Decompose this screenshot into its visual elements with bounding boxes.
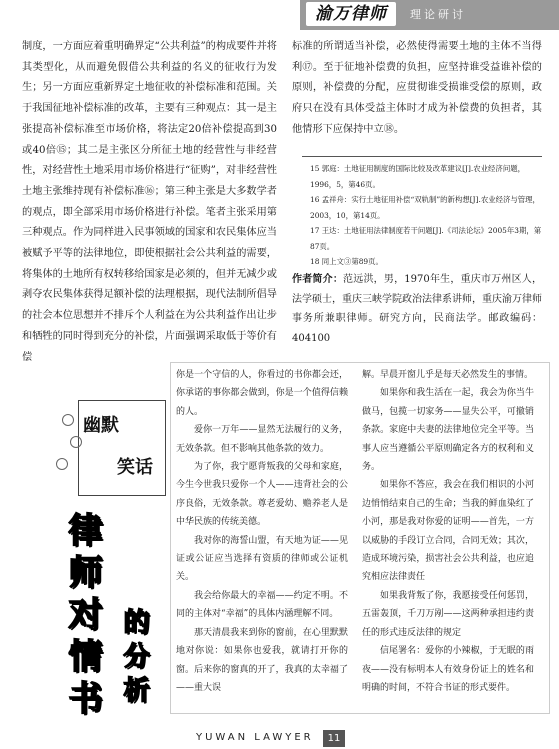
footer-magazine-name: YUWAN LAWYER <box>196 732 314 743</box>
insert-paragraph: 如果你和我生活在一起，我会为你当牛做马，包揽一切家务——显失公平，可撤销条款。家庭中夫妻的法律地位完全平等。当事人应当遵循公平原则确定各方的权利和义务。 <box>362 388 534 473</box>
section-title: 理论研讨 <box>410 8 466 21</box>
footnote-item: 15 郭庭：土地征用制度的国际比较及改革建议[J].农业经济问题，1996，5，第46页。 <box>310 164 525 189</box>
insert-paragraph: 我会给你最大的幸福——约定不明。不同的主体对“幸福”的具体内涵理解不同。 <box>176 590 348 620</box>
footnotes <box>302 156 542 270</box>
insert-paragraph: 如果你不答应，我会在我们相识的小河边悄悄结束自己的生命；当我的鲜血染红了小河，那是我对你爱的证明——首先，一方以威胁的手段订立合同，合同无效；其次，造成环境污染，损害社会公共利益，也应追究相应法律责任 <box>362 480 534 583</box>
humor-badge <box>78 400 166 496</box>
magazine-logo: 渝万律师 <box>306 2 396 26</box>
humor-badge-bottom: 笑话 <box>117 457 153 478</box>
footnote-item: 16 孟祥舟：实行土地征用补偿“双轨制”的新构想[J].农业经济与管理，2003，10，第14页。 <box>310 195 540 220</box>
insert-column-left <box>176 366 348 697</box>
balloon-icon <box>62 414 74 426</box>
insert-paragraph: 我对你的海誓山盟，有天地为证——见证或公证应当选择有资质的律师或公证机关。 <box>176 535 348 583</box>
balloon-icon <box>56 458 68 470</box>
footnote-divider <box>302 156 542 157</box>
insert-title-main: 律师对情书 <box>62 512 102 722</box>
insert-paragraph: 信尾署名：爱你的小辣椒，于无眠的雨夜——没有标明本人有效身份证上的姓名和明确的时间，不符合书证的形式要件。 <box>362 646 534 693</box>
insert-column-right <box>362 366 534 697</box>
footnote-item: 18 同上文③第89页。 <box>310 257 383 266</box>
page-footer <box>0 730 559 749</box>
author-label: 作者简介： <box>292 274 344 285</box>
balloon-icon <box>70 436 82 448</box>
insert-paragraph: 那天清晨我来到你的窗前，在心里默默地对你说：如果你也爱我，就请打开你的窗。后来你的窗真的开了，我真的太幸福了——重大误 <box>176 627 348 693</box>
author-bio <box>292 270 542 348</box>
insert-paragraph: 如果我背叛了你，我愿接受任何惩罚，五雷轰顶，千刀万剐——这两种承担违约责任的形式违反法律的规定 <box>362 590 534 638</box>
article-text-right: 标准的所谓适当补偿，必然使得需要土地的主体不当得利⑰。至于征地补偿费的负担，应坚持谁受益谁补偿的原则，补偿费的分配，应贯彻谁受损谁受偿的原则，政府只在没有具体受益主体时才成为补偿费的负担者，其他情形下应保持中立⑱。 <box>292 41 542 135</box>
footnote-item: 17 王达：土地征用法律制度若干问题[J].《司法论坛》2005年3期，第87页。 <box>310 226 542 251</box>
article-column-right <box>292 37 542 141</box>
article-column-left <box>22 37 277 368</box>
humor-badge-top: 幽默 <box>83 415 119 436</box>
insert-paragraph: 为了你，我宁愿背叛我的父母和家庭，今生今世我只爱你一个人——违背社会的公序良俗，无效条款。尊老爱幼、赡养老人是中华民族的传统美德。 <box>176 462 348 528</box>
insert-title-sub: 的分析 <box>119 608 149 710</box>
article-text-left: 制度，一方面应着重明确界定“公共利益”的构成要件并将其类型化，从而避免假借公共利益的名义的征收行为发生；另一方面应重新界定土地征收的补偿标准和范围。关于我国征地补偿标准的改革，主要有三种观点：其一是主张提高补偿标准至市场价格，将法定20倍补偿提高到30或40倍⑮；其二是主张区分所征土地的经营性与非经营性，对经营性土地采用市场价格进行“征购”，对非经营性土地主张维持现有补偿标准⑯；第三种主张是大多数学者的观点，即全部采用市场价格进行补偿。笔者主张采用第三种观点。作为同样进入民事领域的国家和农民集体应当被赋予平等的法律地位，即使根据社会公共利益的需要，将集体的土地所有权转移给国家是必须的，但并无减少或剥夺农民集体获得足额补偿的法理根据，现代法制所倡导的社会本位思想并不排斥个人利益在为公共利益作出让步和牺牲的同时得到充分的补偿，片面强调采取低于等价有偿 <box>22 41 277 363</box>
page-number: 11 <box>323 730 345 747</box>
author-text: 范远洪，男，1970年生，重庆市万州区人，法学硕士，重庆三峡学院政治法律系讲师，重庆渝万律师事务所兼职律师。研究方向，民商法学。邮政编码：404100 <box>292 274 543 344</box>
insert-paragraph: 解。早晨开窗儿乎是每天必然发生的事情。 <box>362 370 534 380</box>
insert-paragraph: 爱你一万年——显然无法履行的义务，无效条款。但不影响其他条款的效力。 <box>176 425 348 454</box>
insert-paragraph: 你是一个守信的人，你看过的书你都会还，你承诺的事你都会做到，你是一个值得信赖的人。 <box>176 370 348 417</box>
